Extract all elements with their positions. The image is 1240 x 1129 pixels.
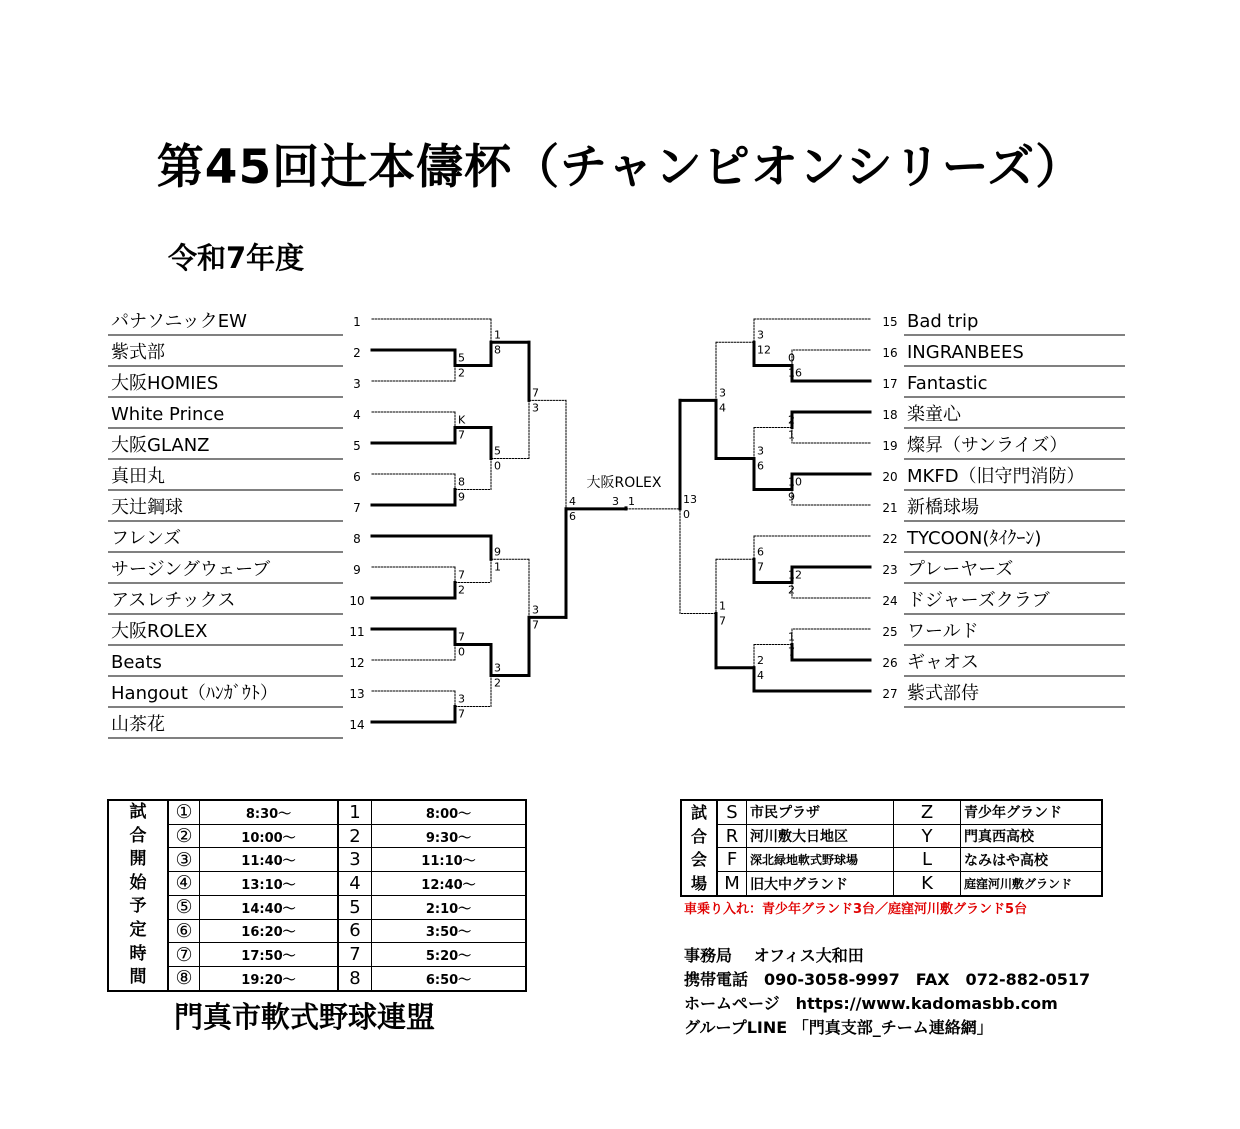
venue-row: [681, 824, 1102, 848]
seed-number: 3: [353, 377, 361, 391]
seed-number: 21: [882, 501, 898, 515]
slot-circle-number: ④: [168, 872, 200, 896]
score-label: 0: [494, 459, 501, 473]
score-label: 8: [458, 475, 465, 489]
venue-code: Z: [894, 800, 961, 824]
slot-time-1: 10:00～: [200, 824, 339, 848]
seed-number: 4: [353, 408, 361, 422]
seed-number: 19: [882, 439, 898, 453]
score-label: 12: [757, 343, 771, 357]
score-label: 10: [788, 475, 802, 489]
seed-number: 5: [353, 439, 361, 453]
contact-info: [684, 944, 1090, 1040]
score-label: 7: [788, 645, 795, 659]
slot-circle-number: ②: [168, 824, 200, 848]
seed-number: 25: [882, 625, 898, 639]
score-label: 0: [788, 351, 795, 365]
slot-circle-number: ⑦: [168, 943, 200, 967]
score-label: 3: [532, 401, 539, 415]
team-name-left: 大阪HOMIES: [111, 373, 219, 394]
seed-number: 6: [353, 470, 361, 484]
score-label: 7: [757, 560, 764, 574]
seed-number: 26: [882, 656, 898, 670]
venue-code: Y: [894, 824, 961, 848]
score-label: 0: [683, 507, 690, 521]
team-name-right: 燦昇（サンライズ）: [907, 435, 1068, 456]
score-label: 4: [719, 401, 726, 415]
venue-name: なみはや高校: [961, 848, 1103, 872]
final-score-right: 1: [628, 494, 635, 508]
schedule-row: [108, 966, 526, 990]
score-label: 2: [788, 413, 795, 427]
schedule-row: [108, 800, 526, 824]
score-label: 3: [757, 328, 764, 342]
score-label: 7: [719, 614, 726, 628]
team-name-left: 真田丸: [111, 466, 165, 487]
seed-number: 10: [349, 594, 365, 608]
score-label: 5: [458, 351, 465, 365]
team-name-left: 大阪ROLEX: [111, 621, 208, 642]
venue-name: 市民プラザ: [747, 800, 894, 824]
schedule-label: 試 合 開 始 予 定 時 間: [108, 800, 168, 991]
page-subtitle: 令和7年度: [168, 241, 305, 275]
venue-code: M: [717, 872, 747, 896]
slot-time-1: 14:40～: [200, 895, 339, 919]
slot-time-1: 16:20～: [200, 919, 339, 943]
venue-code: R: [717, 824, 747, 848]
score-label: 7: [532, 618, 539, 632]
slot-time-1: 13:10～: [200, 872, 339, 896]
slot-time-2: 8:00～: [372, 800, 527, 824]
seed-number: 22: [882, 532, 898, 546]
team-name-right: INGRANBEES: [907, 342, 1024, 363]
schedule-row: [108, 824, 526, 848]
team-name-right: ドジャーズクラブ: [907, 590, 1050, 611]
seed-number: 20: [882, 470, 898, 484]
score-label: 3: [458, 692, 465, 706]
venue-name: 深北緑地軟式野球場: [747, 848, 894, 872]
score-label: 2: [458, 366, 465, 380]
score-label: 7: [458, 568, 465, 582]
seed-number: 14: [349, 718, 365, 732]
slot-time-2: 9:30～: [372, 824, 527, 848]
team-name-left: Hangout（ﾊﾝｶﾞｳﾄ）: [111, 683, 278, 704]
slot-number: 2: [338, 824, 372, 848]
team-name-right: プレーヤーズ: [907, 559, 1014, 580]
page-title: 第45回辻本儔杯（チャンピオンシリーズ）: [156, 140, 1084, 195]
team-name-right: Fantastic: [907, 373, 988, 394]
team-name-left: 紫式部: [111, 342, 165, 363]
venue-code: L: [894, 848, 961, 872]
seed-number: 11: [349, 625, 365, 639]
slot-time-2: 3:50～: [372, 919, 527, 943]
schedule-row: [108, 872, 526, 896]
team-name-right: 紫式部侍: [907, 683, 979, 704]
slot-circle-number: ⑥: [168, 919, 200, 943]
slot-number: 1: [338, 800, 372, 824]
team-name-right: 楽童心: [907, 404, 961, 425]
slot-number: 3: [338, 848, 372, 872]
schedule-row: [108, 919, 526, 943]
seed-number: 27: [882, 687, 898, 701]
slot-time-2: 11:10～: [372, 848, 527, 872]
score-label: 6: [757, 459, 764, 473]
schedule-row: [108, 895, 526, 919]
score-label: 13: [683, 492, 697, 506]
score-label: 1: [719, 599, 726, 613]
score-label: 2: [494, 676, 501, 690]
score-label: 3: [532, 603, 539, 617]
score-label: 9: [788, 490, 795, 504]
slot-time-1: 11:40～: [200, 848, 339, 872]
score-label: 9: [494, 545, 501, 559]
score-label: 1: [494, 328, 501, 342]
score-label: 3: [719, 386, 726, 400]
venue-code: F: [717, 848, 747, 872]
slot-time-1: 19:20～: [200, 966, 339, 990]
team-name-left: サージングウェーブ: [111, 559, 271, 580]
venue-name: 青少年グランド: [961, 800, 1103, 824]
slot-number: 8: [338, 966, 372, 990]
team-name-right: ワールド: [907, 621, 979, 642]
score-label: 2: [458, 583, 465, 597]
score-label: 1: [788, 630, 795, 644]
team-name-left: Beats: [111, 652, 162, 673]
venue-name: 庭窪河川敷グランド: [961, 872, 1103, 896]
seed-number: 7: [353, 501, 361, 515]
slot-circle-number: ⑤: [168, 895, 200, 919]
seed-number: 2: [353, 346, 361, 360]
seed-number: 18: [882, 408, 898, 422]
venue-table: [680, 799, 1103, 897]
slot-circle-number: ⑧: [168, 966, 200, 990]
venue-name: 旧大中グランド: [747, 872, 894, 896]
venue-row: [681, 800, 1102, 824]
slot-circle-number: ③: [168, 848, 200, 872]
score-label: 1: [788, 428, 795, 442]
score-label: 8: [494, 343, 501, 357]
score-label: 9: [458, 490, 465, 504]
score-label: 0: [458, 645, 465, 659]
team-name-right: ギャオス: [907, 652, 979, 673]
contact-homepage[interactable]: ホームページ https://www.kadomasbb.com: [684, 994, 1058, 1013]
team-name-left: アスレチックス: [111, 590, 236, 611]
team-name-right: 新橋球場: [907, 497, 979, 518]
parking-note: 車乗り入れ：青少年グランド3台／庭窪河川敷グランド5台: [684, 902, 1028, 917]
score-label: 2: [757, 653, 764, 667]
slot-time-2: 6:50～: [372, 966, 527, 990]
venue-row: [681, 872, 1102, 896]
venue-name: 門真西高校: [961, 824, 1103, 848]
team-name-right: Bad trip: [907, 311, 979, 332]
score-label: 4: [757, 668, 764, 682]
schedule-row: [108, 848, 526, 872]
score-label: 3: [757, 444, 764, 458]
slot-time-2: 5:20～: [372, 943, 527, 967]
score-label: 16: [788, 366, 802, 380]
slot-number: 4: [338, 872, 372, 896]
score-label: 7: [458, 630, 465, 644]
seed-number: 17: [882, 377, 898, 391]
team-name-right: MKFD（旧守門消防）: [907, 466, 1085, 487]
team-name-left: 大阪GLANZ: [111, 435, 210, 456]
team-name-left: White Prince: [111, 404, 225, 425]
schedule-row: [108, 943, 526, 967]
score-label: 7: [458, 707, 465, 721]
score-label: 6: [569, 509, 576, 523]
team-name-left: パナソニックEW: [111, 311, 247, 332]
score-label: 12: [788, 568, 802, 582]
seed-number: 13: [349, 687, 365, 701]
score-label: 3: [494, 661, 501, 675]
seed-number: 16: [882, 346, 898, 360]
score-label: K: [458, 413, 466, 427]
score-label: 5: [494, 444, 501, 458]
seed-number: 1: [353, 315, 361, 329]
seed-number: 8: [353, 532, 361, 546]
team-name-left: 天辻鋼球: [111, 497, 183, 518]
team-name-right: TYCOON(ﾀｲｸｰﾝ): [907, 528, 1042, 549]
final-score-left: 3: [612, 494, 619, 508]
slot-time-2: 12:40～: [372, 872, 527, 896]
team-name-left: 山茶花: [111, 714, 165, 735]
team-name-left: フレンズ: [111, 528, 182, 549]
slot-time-2: 2:10～: [372, 895, 527, 919]
slot-number: 7: [338, 943, 372, 967]
venue-row: [681, 848, 1102, 872]
venue-label: 試 合 会 場: [681, 800, 717, 896]
seed-number: 24: [882, 594, 898, 608]
score-label: 7: [458, 428, 465, 442]
score-label: 4: [569, 494, 576, 508]
seed-number: 9: [353, 563, 361, 577]
champion-name: 大阪ROLEX: [586, 474, 662, 491]
score-label: 7: [532, 386, 539, 400]
score-label: 1: [494, 560, 501, 574]
venue-name: 河川敷大日地区: [747, 824, 894, 848]
slot-time-1: 17:50～: [200, 943, 339, 967]
venue-code: K: [894, 872, 961, 896]
seed-number: 15: [882, 315, 898, 329]
score-label: 2: [788, 583, 795, 597]
slot-number: 5: [338, 895, 372, 919]
venue-code: S: [717, 800, 747, 824]
score-label: 6: [757, 545, 764, 559]
contact-office: 事務局 オフィス大和田: [684, 946, 864, 965]
organization-name: 門真市軟式野球連盟: [174, 1000, 436, 1034]
slot-time-1: 8:30～: [200, 800, 339, 824]
seed-number: 23: [882, 563, 898, 577]
seed-number: 12: [349, 656, 365, 670]
slot-number: 6: [338, 919, 372, 943]
contact-line: グループLINE 「門真支部_チーム連絡網」: [684, 1018, 993, 1037]
schedule-table: [107, 799, 527, 992]
contact-phone: 携帯電話 090-3058-9997 FAX 072-882-0517: [684, 970, 1091, 989]
slot-circle-number: ①: [168, 800, 200, 824]
